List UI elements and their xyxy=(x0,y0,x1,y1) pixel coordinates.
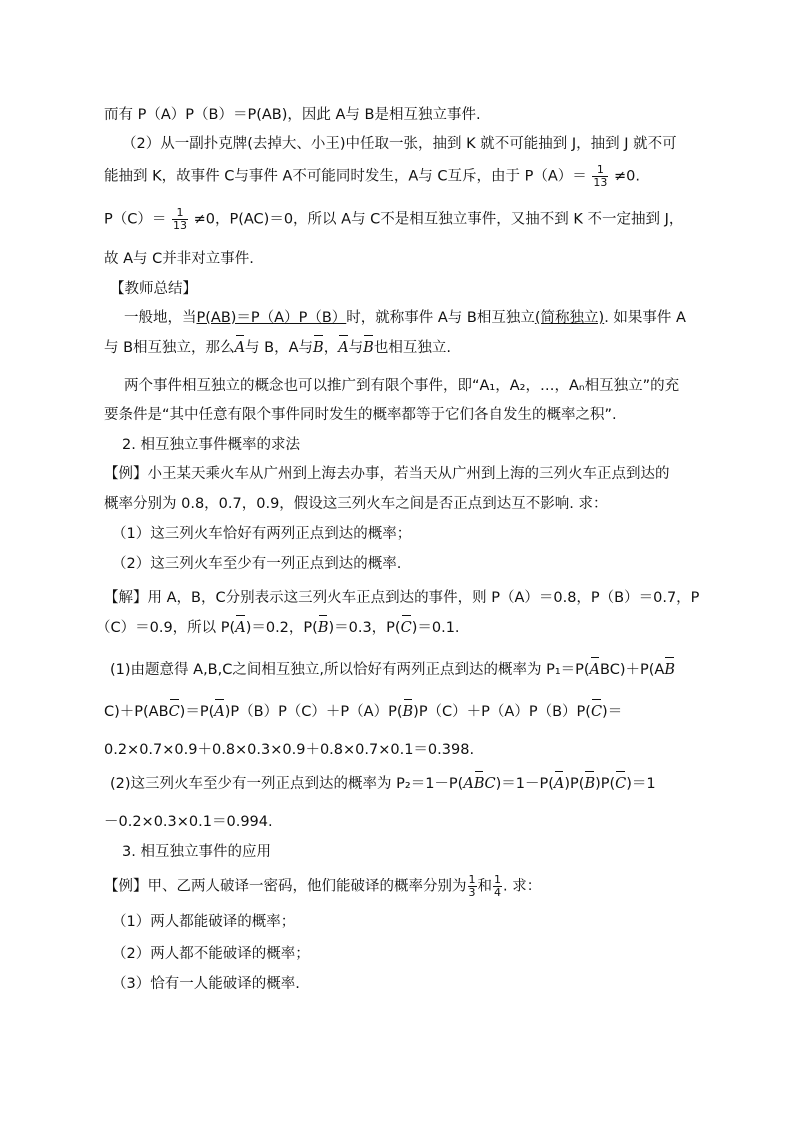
complement-symbol: C xyxy=(400,620,412,636)
fraction xyxy=(493,874,502,899)
text-segment: . 求： xyxy=(503,878,542,895)
section-heading: 【教师总结】 xyxy=(110,281,197,297)
text-line: 故 A与 C并非对立事件. xyxy=(104,251,254,267)
denominator: 3 xyxy=(468,886,476,899)
text-line: 【例】小王某天乘火车从广州到上海去办事，若当天从广州到上海的三列火车正点到达的 xyxy=(104,466,670,482)
text-line: （2）两人都不能破译的概率； xyxy=(112,946,310,962)
text-line: （1）这三列火车恰好有两列正点到达的概率； xyxy=(112,526,412,542)
numerator: 1 xyxy=(172,207,188,220)
text-segment: ≠0. xyxy=(614,168,641,185)
numerator: 1 xyxy=(468,873,476,886)
complement-symbol: A xyxy=(214,704,225,720)
section-heading: 3. 相互独立事件的应用 xyxy=(122,844,271,860)
numerator: 1 xyxy=(592,164,608,177)
text-segment: （C）＝0.9，所以 P( xyxy=(96,620,236,636)
numerator: 1 xyxy=(494,873,501,886)
text-line xyxy=(96,618,460,638)
complement-symbol: B xyxy=(402,704,414,720)
text-line xyxy=(104,702,622,722)
text-line xyxy=(104,164,640,189)
text-segment: )P( xyxy=(595,776,616,792)
complement-symbol: A xyxy=(589,662,601,678)
complement-symbol: A xyxy=(235,620,246,636)
text-segment: )＝0.2，P( xyxy=(245,620,318,636)
fraction xyxy=(592,164,608,189)
text-segment: 也相互独立. xyxy=(373,340,451,356)
complement-symbol: C xyxy=(590,704,603,720)
text-segment: BC)＋P(A xyxy=(600,662,665,678)
text-segment: C xyxy=(484,776,496,792)
text-segment: 与 B，A与 xyxy=(245,340,314,356)
text-line xyxy=(110,660,675,680)
text-line: 0.2×0.7×0.9＋0.8×0.3×0.9＋0.8×0.7×0.1＝0.398. xyxy=(104,742,475,758)
text-line xyxy=(104,338,451,358)
text-segment: 【例】甲、乙两人破译一密码，他们能破译的概率分别为 xyxy=(104,878,467,895)
text-segment: ≠0，P(AC)＝0，所以 A与 C不是相互独立事件，又抽不到 K 不一定抽到 J， xyxy=(193,211,684,228)
text-segment: C)＋P(AB xyxy=(104,704,169,720)
text-line: （3）恰有一人能破译的概率. xyxy=(112,976,300,992)
complement-symbol: B xyxy=(363,340,374,356)
text-line: 【解】用 A，B，C分别表示这三列火车正点到达的事件，则 P（A）＝0.8，P（B）＝0.7，P xyxy=(104,590,700,606)
underlined-text: (简称独立) xyxy=(534,310,605,326)
complement-symbol: B xyxy=(664,662,675,678)
complement-symbol: B xyxy=(313,340,324,356)
text-segment: P（C）＝ xyxy=(104,211,167,228)
text-segment: ， xyxy=(323,340,339,356)
text-segment: . 如果事件 A xyxy=(604,310,686,326)
complement-symbol: A xyxy=(338,340,349,356)
text-line: 两个事件相互独立的概念也可以推广到有限个事件，即“A₁，A₂，…，Aₙ相互独立”的充 xyxy=(124,378,680,394)
complement-symbol: B xyxy=(584,776,596,792)
text-line xyxy=(104,874,541,899)
text-line: 要条件是“其中任意有限个事件同时发生的概率都等于它们各自发生的概率之积”. xyxy=(104,407,617,423)
text-line: 而有 P（A）P（B）＝P(AB)，因此 A与 B是相互独立事件. xyxy=(104,107,481,123)
text-line xyxy=(104,207,683,232)
complement-symbol: C xyxy=(615,776,627,792)
text-segment: 和 xyxy=(477,878,492,895)
denominator: 13 xyxy=(593,176,608,189)
complement-symbol: A xyxy=(234,340,246,356)
text-segment: (1)由题意得 A,B,C之间相互独立,所以恰好有两列正点到达的概率为 P₁＝P( xyxy=(110,662,590,678)
text-line: 概率分别为 0.8，0.7，0.9，假设这三列火车之间是否正点到达互不影响. 求： xyxy=(104,496,608,512)
text-segment: 能抽到 K，故事件 C与事件 A不可能同时发生，A与 C互斥，由于 P（A）＝ xyxy=(104,168,587,185)
text-segment: )＝ xyxy=(602,704,623,720)
denominator: 13 xyxy=(172,219,187,232)
text-segment: )P（C）＋P（A）P（B）P( xyxy=(413,704,591,720)
complement-symbol: C xyxy=(168,704,180,720)
text-segment: A xyxy=(463,776,474,792)
text-segment: )＝0.3，P( xyxy=(328,620,401,636)
text-line xyxy=(124,308,686,328)
text-segment: 时，就称事件 A与 B相互独立 xyxy=(346,310,535,326)
complement-symbol: B xyxy=(473,776,485,792)
text-segment: 一般地，当 xyxy=(124,310,197,326)
text-segment: )P( xyxy=(564,776,585,792)
text-segment: )＝0.1. xyxy=(411,620,460,636)
text-line xyxy=(110,774,656,794)
text-segment: (2)这三列火车至少有一列正点到达的概率为 P₂＝1－P( xyxy=(110,776,464,792)
text-segment: )P（B）P（C）＋P（A）P( xyxy=(224,704,403,720)
text-line: －0.2×0.3×0.1＝0.994. xyxy=(104,814,273,830)
text-line: （2）从一副扑克牌(去掉大、小王)中任取一张，抽到 K 就不可能抽到 J，抽到 J 就不可 xyxy=(122,136,677,152)
text-segment: 与 xyxy=(348,340,364,356)
text-segment: )＝1 xyxy=(626,776,656,792)
text-line: （1）两人都能破译的概率； xyxy=(112,914,296,930)
denominator: 4 xyxy=(494,886,501,899)
text-line: （2）这三列火车至少有一列正点到达的概率. xyxy=(112,556,402,572)
fraction xyxy=(172,207,188,232)
text-segment: )＝1－P( xyxy=(495,776,554,792)
text-segment: 与 B相互独立，那么 xyxy=(104,340,235,356)
section-heading: 2. 相互独立事件概率的求法 xyxy=(122,437,300,453)
fraction xyxy=(468,874,477,899)
text-segment: )＝P( xyxy=(179,704,215,720)
complement-symbol: B xyxy=(317,620,329,636)
underlined-text: P(AB)＝P（A）P（B） xyxy=(196,310,347,326)
complement-symbol: A xyxy=(553,776,565,792)
